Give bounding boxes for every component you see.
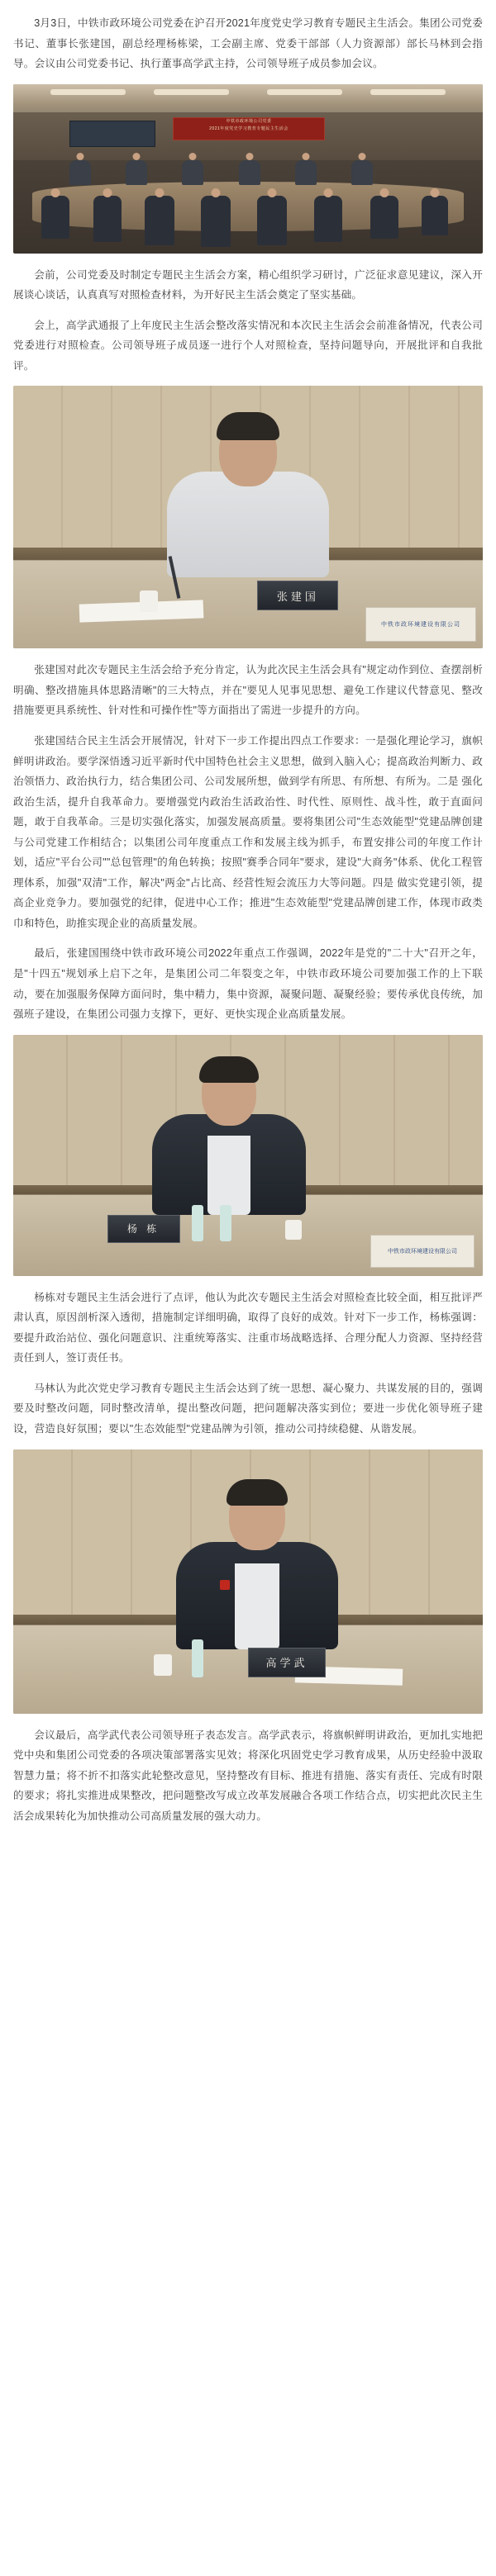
speaker-photo-yang [13, 1035, 483, 1276]
company-logo-text: 中铁市政环境建设有限公司 [388, 1248, 457, 1255]
paragraph-2: 会前，公司党委及时制定专题民主生活会方案，精心组织学习研讨，广泛征求意见建议，深入开展谈心谈话，认真真写对照检查材料，为开好民主生活会奠定了坚实基础。 [13, 268, 483, 301]
speaker-photo-zhang [13, 386, 483, 648]
party-emblem-icon [220, 1580, 230, 1590]
water-bottle [192, 1639, 203, 1677]
tea-cup [285, 1220, 302, 1240]
water-bottle [220, 1205, 231, 1241]
attendee [145, 196, 174, 245]
attendee-far [182, 160, 203, 185]
nameplate-gao [248, 1648, 326, 1677]
paragraph-7: 杨栋对专题民主生活会进行了点评，他认为此次专题民主生活会对照检查比较全面，相互批评严肃认真，原因剖析深入透彻，措施制定详细明确，取得了良好的成效。针对下一步工作，杨栋强调：要提升政治站位、强化问题意识、注重统筹落实、注重市场战略选择、合理分配人力资源、坚持经营责任到人，签订责任书。 [13, 1291, 483, 1364]
meeting-room-photo [13, 84, 483, 254]
ceiling-light [267, 89, 342, 95]
nameplate-text: 高学武 [265, 1657, 308, 1669]
photo-block-zhang [13, 386, 483, 648]
attendee-far [126, 160, 147, 185]
projection-screen [69, 121, 155, 147]
attendee-far [295, 160, 317, 185]
paragraph-9: 会议最后，高学武代表公司领导班子表态发言。高学武表示，将旗帜鲜明讲政治，更加扎实地把党中央和集团公司党委的各项决策部署落实见效；将深化巩固党史学习教育成果，从历史经验中汲取智慧力量；将不折不扣落实此轮整改意见，坚持整改有目标、推进有措施、落实有责任、完成有时限的要求；将扎实推进成果整改，把问题整改写成立改革发展融合各项工作结合点，切实把此次民主生活会成果转化为加快推动公司高质量发展的强大动力。 [13, 1729, 483, 1822]
attendee [257, 196, 287, 245]
nameplate-zhang [257, 581, 338, 610]
attendee [201, 196, 231, 247]
photo-block-gao [13, 1449, 483, 1714]
ceiling-light [50, 89, 126, 95]
speaker-hair [217, 412, 279, 440]
speaker-body [167, 472, 329, 577]
photo-block-yang [13, 1035, 483, 1276]
paragraph-5: 张建国结合民主生活会开展情况，针对下一步工作提出四点工作要求：一是强化理论学习，旗帜鲜明讲政治。要学深悟透习近平新时代中国特色社会主义思想，做到入脑入心；提高政治判断力、政治领悟力、政治执行力，结合集团公司、公司发展所想，做到学有所思、有所想、有所为。二是 强化政治生活，提升自我革命力。要增强党内政治生活政治性、时代性、原则性、战斗性，敢于直面问题，敢于自我革命。三是切实强化落实，加强发展高质量。要将集团公司"生态效能型"党建品牌创建与公司党建工作相结合；以集团公司年度重点工作和发展主线为抓手，布置安排公司的年度工作计划，适应"平台公司""总包管理"的角色转换；按照"赛季合同年"要求，建设"大商务"体系、优化工程管理体系，加强"双清"工作，解决"两金"占比高、经营性短会流压力大等问题。四是 做实党建引领，提高企业竞争力。要加强党的纪律，促进中心工作；推进"生态效能型"党建品牌创建工作，体现市政类巾和特色，助推实现企业的高质量发展。 [13, 735, 483, 929]
nameplate-text: 张建国 [276, 590, 319, 603]
attendee [41, 196, 69, 239]
photo-block-meeting [13, 84, 483, 254]
speaker-shirt [207, 1136, 250, 1215]
water-bottle [192, 1205, 203, 1241]
banner-line-1: 中铁市政环境公司党委 [226, 118, 272, 124]
meeting-banner [173, 117, 325, 140]
attendee [93, 196, 122, 242]
attendee-far [69, 160, 91, 185]
speaker-hair [227, 1479, 288, 1506]
speaker-hair [199, 1056, 259, 1083]
tea-cup [140, 591, 158, 612]
paragraph-8: 马林认为此次党史学习教育专题民主生活会达到了统一思想、凝心聚力、共谋发展的目的，强调要及时整改问题，同时整改清单，提出整改问题，把问题解决落实到位；要进一步优化领导班子建设，营造良好氛围；要以"生态效能型"党建品牌为引领，推动公司持续稳健、从谐发展。 [13, 1382, 483, 1435]
tea-cup [154, 1654, 172, 1676]
attendee [370, 196, 398, 239]
ceiling-light [370, 89, 446, 95]
paragraph-1: 3月3日，中铁市政环境公司党委在沪召开2021年度党史学习教育专题民主生活会。集团公司党委书记、董事长张建国，副总经理杨栋梁，工会副主席、党委干部部（人力资源部）部长马林到会指导。会议由公司党委书记、执行董事高学武主持，公司领导班子成员参加会议。 [13, 17, 483, 70]
paragraph-6: 最后，张建国围绕中铁市政环境公司2022年重点工作强调，2022年是党的"二十大"召开之年，是"十四五"规划承上启下之年，是集团公司二年裂变之年，中铁市政环境公司要加强工作的上下联动，要在加强服务保障方面问时，集中精力，集中资源，凝聚问题、凝聚经验；要传承优良传统，加强班子建设，在集团公司强力支撑下，更好、更快实现企业高质量发展。 [13, 947, 483, 1021]
nameplate-yang [107, 1215, 180, 1243]
nameplate-text: 杨 栋 [126, 1223, 160, 1236]
attendee [422, 196, 448, 235]
company-logo-board [365, 607, 476, 642]
attendee-far [239, 160, 260, 185]
banner-line-2: 2021年度党史学习教育专题民主生活会 [209, 126, 289, 132]
paragraph-3: 会上，高学武通报了上年度民主生活会整改落实情况和本次民主生活会会前准备情况，代表公司党委进行对照检查。公司领导班子成员逐一进行个人对照检查，坚持问题导向，开展批评和自我批评。 [13, 319, 483, 372]
speaker-photo-gao [13, 1449, 483, 1714]
ceiling-light [154, 89, 229, 95]
company-logo-board [370, 1235, 475, 1268]
speaker-shirt [235, 1563, 279, 1649]
attendee-far [351, 160, 373, 185]
paragraph-4: 张建国对此次专题民主生活会给予充分肯定，认为此次民主生活会具有"规定动作到位、查摆剖析明确、整改措施具体思路清晰"的三大特点，并在"要见人见事见思想、避免工作建议代替意见、整改措施要更具系统性、针对性和可操作性"等方面指出了需进一步提升的方向。 [13, 664, 483, 717]
attendee [314, 196, 342, 242]
company-logo-text: 中铁市政环境建设有限公司 [381, 622, 460, 629]
